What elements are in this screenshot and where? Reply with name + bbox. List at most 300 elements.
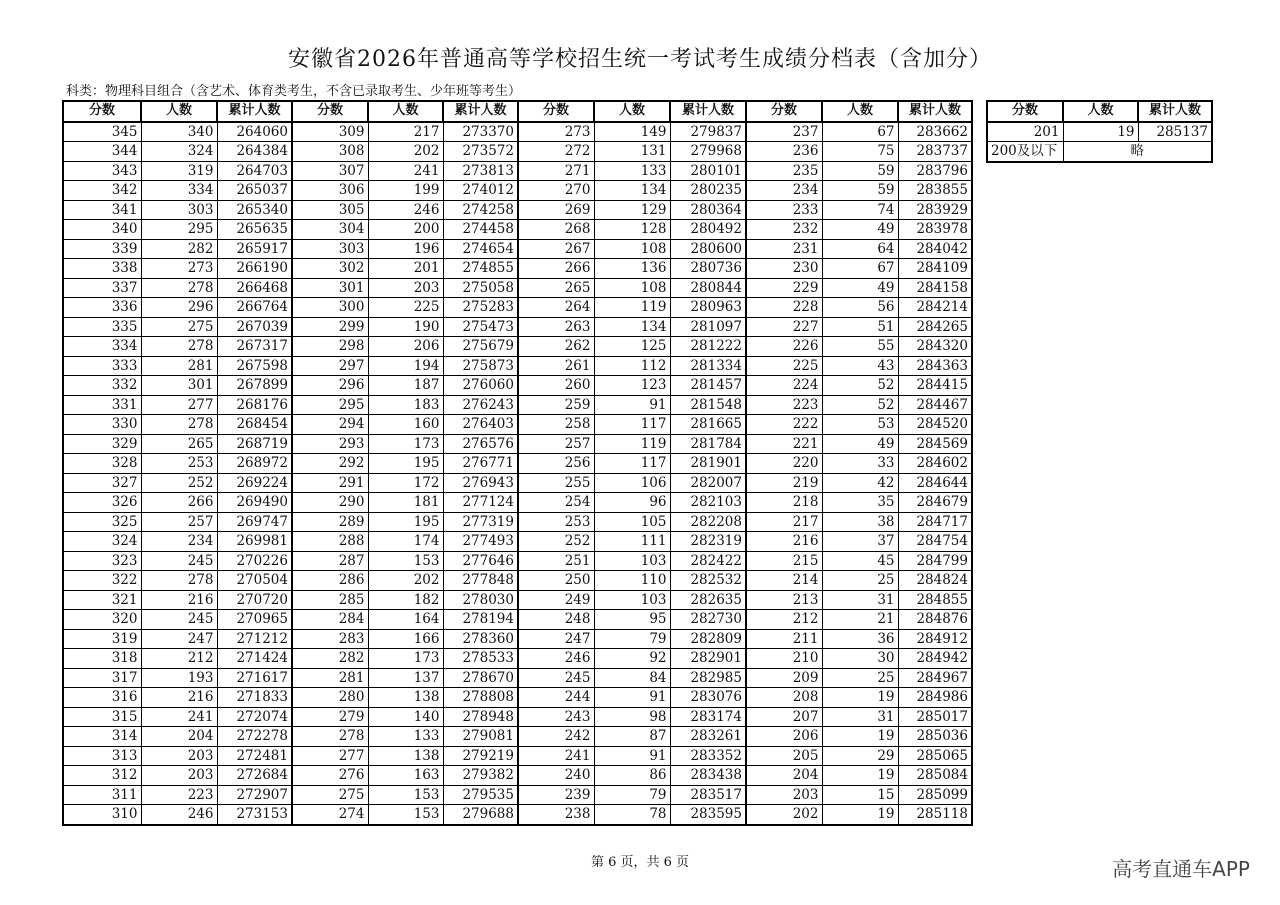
table-row <box>63 629 972 649</box>
score-cell: 255 <box>518 473 594 493</box>
cumulative-cell: 285017 <box>898 707 972 727</box>
count-cell: 103 <box>594 551 670 571</box>
score-cell: 216 <box>746 532 822 552</box>
score-cell: 308 <box>292 142 368 162</box>
score-cell: 248 <box>518 610 594 630</box>
cumulative-cell: 274258 <box>443 200 518 220</box>
score-cell: 338 <box>63 259 141 279</box>
count-cell: 340 <box>141 122 217 142</box>
score-cell: 316 <box>63 688 141 708</box>
score-cell: 237 <box>746 122 822 142</box>
score-cell: 240 <box>518 766 594 786</box>
column-header: 累计人数 <box>217 101 292 122</box>
score-cell: 301 <box>292 278 368 298</box>
count-cell: 38 <box>822 512 898 532</box>
cumulative-cell: 283352 <box>670 746 746 766</box>
score-cell: 233 <box>746 200 822 220</box>
score-cell: 313 <box>63 746 141 766</box>
cumulative-cell: 274855 <box>443 259 518 279</box>
cumulative-cell: 277319 <box>443 512 518 532</box>
score-cell: 292 <box>292 454 368 474</box>
cumulative-cell: 267598 <box>217 356 292 376</box>
cumulative-cell: 268719 <box>217 434 292 454</box>
score-cell: 327 <box>63 473 141 493</box>
cumulative-cell: 272907 <box>217 785 292 805</box>
count-cell: 193 <box>141 668 217 688</box>
score-cell: 260 <box>518 376 594 396</box>
score-cell: 241 <box>518 746 594 766</box>
count-cell: 103 <box>594 590 670 610</box>
cumulative-cell: 271424 <box>217 649 292 669</box>
table-row <box>63 239 972 259</box>
cumulative-cell: 283261 <box>670 727 746 747</box>
score-cell: 206 <box>746 727 822 747</box>
count-cell: 194 <box>368 356 443 376</box>
column-header: 累计人数 <box>1138 101 1212 122</box>
cumulative-cell: 284824 <box>898 571 972 591</box>
cumulative-cell: 284754 <box>898 532 972 552</box>
score-cell: 304 <box>292 220 368 240</box>
subject-label: 科类：物理科目组合（含艺术、体育类考生，不含已录取考生、少年班等考生） <box>66 84 522 99</box>
cumulative-cell: 285036 <box>898 727 972 747</box>
cumulative-cell: 264060 <box>217 122 292 142</box>
score-cell: 314 <box>63 727 141 747</box>
count-cell: 319 <box>141 161 217 181</box>
cumulative-cell: 285137 <box>1138 122 1212 142</box>
score-cell: 329 <box>63 434 141 454</box>
score-cell: 226 <box>746 337 822 357</box>
score-cell: 342 <box>63 181 141 201</box>
score-cell: 225 <box>746 356 822 376</box>
cumulative-cell: 270226 <box>217 551 292 571</box>
score-cell: 298 <box>292 337 368 357</box>
count-cell: 275 <box>141 317 217 337</box>
count-cell: 174 <box>368 532 443 552</box>
table-row <box>63 493 972 513</box>
score-cell: 267 <box>518 239 594 259</box>
score-cell: 302 <box>292 259 368 279</box>
score-cell: 236 <box>746 142 822 162</box>
count-cell: 91 <box>594 395 670 415</box>
cumulative-cell: 282809 <box>670 629 746 649</box>
table-row <box>63 317 972 337</box>
score-cell: 324 <box>63 532 141 552</box>
score-cell: 273 <box>518 122 594 142</box>
cumulative-cell: 279535 <box>443 785 518 805</box>
cumulative-cell: 282901 <box>670 649 746 669</box>
cumulative-cell: 275473 <box>443 317 518 337</box>
table-row <box>63 473 972 493</box>
cumulative-cell: 264384 <box>217 142 292 162</box>
cumulative-cell: 282319 <box>670 532 746 552</box>
column-header: 人数 <box>822 101 898 122</box>
score-cell: 334 <box>63 337 141 357</box>
score-cell: 331 <box>63 395 141 415</box>
cumulative-cell: 268176 <box>217 395 292 415</box>
cumulative-cell: 275283 <box>443 298 518 318</box>
score-cell: 300 <box>292 298 368 318</box>
score-cell: 285 <box>292 590 368 610</box>
count-cell: 266 <box>141 493 217 513</box>
cumulative-cell: 270965 <box>217 610 292 630</box>
score-cell: 230 <box>746 259 822 279</box>
cumulative-cell: 273813 <box>443 161 518 181</box>
count-cell: 25 <box>822 668 898 688</box>
cumulative-cell: 285099 <box>898 785 972 805</box>
score-cell: 284 <box>292 610 368 630</box>
table-row <box>63 356 972 376</box>
count-cell: 149 <box>594 122 670 142</box>
cumulative-cell: 268454 <box>217 415 292 435</box>
score-cell: 203 <box>746 785 822 805</box>
score-cell: 345 <box>63 122 141 142</box>
count-cell: 37 <box>822 532 898 552</box>
column-header: 分数 <box>63 101 141 122</box>
count-cell: 187 <box>368 376 443 396</box>
count-cell: 95 <box>594 610 670 630</box>
count-cell: 125 <box>594 337 670 357</box>
score-cell: 317 <box>63 668 141 688</box>
score-cell: 238 <box>518 805 594 825</box>
score-cell: 286 <box>292 571 368 591</box>
cumulative-cell: 278360 <box>443 629 518 649</box>
cumulative-cell: 278948 <box>443 707 518 727</box>
count-cell: 45 <box>822 551 898 571</box>
cumulative-cell: 284912 <box>898 629 972 649</box>
cumulative-cell: 266468 <box>217 278 292 298</box>
cumulative-cell: 284876 <box>898 610 972 630</box>
score-cell: 271 <box>518 161 594 181</box>
count-cell: 202 <box>368 142 443 162</box>
count-cell: 223 <box>141 785 217 805</box>
column-header: 累计人数 <box>898 101 972 122</box>
count-cell: 138 <box>368 688 443 708</box>
cumulative-cell: 278030 <box>443 590 518 610</box>
score-cell: 274 <box>292 805 368 825</box>
cumulative-cell: 284214 <box>898 298 972 318</box>
count-cell: 216 <box>141 688 217 708</box>
table-row <box>987 122 1212 142</box>
score-cell: 297 <box>292 356 368 376</box>
score-cell: 247 <box>518 629 594 649</box>
count-cell: 212 <box>141 649 217 669</box>
count-cell: 67 <box>822 122 898 142</box>
table-row <box>63 298 972 318</box>
count-cell: 136 <box>594 259 670 279</box>
cumulative-cell: 268972 <box>217 454 292 474</box>
column-header: 人数 <box>594 101 670 122</box>
score-cell: 335 <box>63 317 141 337</box>
count-cell: 241 <box>368 161 443 181</box>
count-cell: 79 <box>594 629 670 649</box>
score-cell: 209 <box>746 668 822 688</box>
count-cell: 91 <box>594 688 670 708</box>
score-cell: 299 <box>292 317 368 337</box>
score-cell: 214 <box>746 571 822 591</box>
count-cell: 153 <box>368 805 443 825</box>
count-cell: 278 <box>141 337 217 357</box>
count-cell: 21 <box>822 610 898 630</box>
score-cell: 252 <box>518 532 594 552</box>
cumulative-cell: 274654 <box>443 239 518 259</box>
count-cell: 281 <box>141 356 217 376</box>
cumulative-cell: 285065 <box>898 746 972 766</box>
count-cell: 303 <box>141 200 217 220</box>
cumulative-cell: 284265 <box>898 317 972 337</box>
score-cell: 202 <box>746 805 822 825</box>
count-cell: 43 <box>822 356 898 376</box>
score-cell: 328 <box>63 454 141 474</box>
score-cell: 201 <box>987 122 1063 142</box>
cumulative-cell: 282007 <box>670 473 746 493</box>
score-cell: 269 <box>518 200 594 220</box>
cumulative-cell: 265340 <box>217 200 292 220</box>
score-cell: 295 <box>292 395 368 415</box>
count-cell: 84 <box>594 668 670 688</box>
count-cell: 129 <box>594 200 670 220</box>
score-cell: 305 <box>292 200 368 220</box>
score-cell: 279 <box>292 707 368 727</box>
cumulative-cell: 267899 <box>217 376 292 396</box>
count-cell: 52 <box>822 395 898 415</box>
cumulative-cell: 279219 <box>443 746 518 766</box>
count-cell: 19 <box>822 805 898 825</box>
score-cell: 254 <box>518 493 594 513</box>
cumulative-cell: 284602 <box>898 454 972 474</box>
score-cell: 246 <box>518 649 594 669</box>
score-cell: 224 <box>746 376 822 396</box>
count-cell: 166 <box>368 629 443 649</box>
score-cell: 239 <box>518 785 594 805</box>
count-cell: 49 <box>822 434 898 454</box>
score-cell: 296 <box>292 376 368 396</box>
cumulative-cell: 284855 <box>898 590 972 610</box>
score-cell: 249 <box>518 590 594 610</box>
count-cell: 133 <box>594 161 670 181</box>
cumulative-cell: 282103 <box>670 493 746 513</box>
cumulative-cell: 283737 <box>898 142 972 162</box>
cumulative-cell: 284644 <box>898 473 972 493</box>
count-cell: 55 <box>822 337 898 357</box>
score-cell: 258 <box>518 415 594 435</box>
table-row <box>63 278 972 298</box>
count-cell: 31 <box>822 590 898 610</box>
count-cell: 199 <box>368 181 443 201</box>
cumulative-cell: 270504 <box>217 571 292 591</box>
count-cell: 195 <box>368 512 443 532</box>
cumulative-cell: 271833 <box>217 688 292 708</box>
count-cell: 183 <box>368 395 443 415</box>
count-cell: 173 <box>368 649 443 669</box>
score-cell: 227 <box>746 317 822 337</box>
score-cell: 326 <box>63 493 141 513</box>
score-cell: 245 <box>518 668 594 688</box>
score-cell: 210 <box>746 649 822 669</box>
cumulative-cell: 281457 <box>670 376 746 396</box>
score-cell: 250 <box>518 571 594 591</box>
table-row <box>63 376 972 396</box>
table-row <box>63 142 972 162</box>
score-cell: 264 <box>518 298 594 318</box>
count-cell: 91 <box>594 746 670 766</box>
score-cell: 229 <box>746 278 822 298</box>
score-cell: 251 <box>518 551 594 571</box>
count-cell: 296 <box>141 298 217 318</box>
score-cell: 253 <box>518 512 594 532</box>
score-cell: 223 <box>746 395 822 415</box>
score-cell: 242 <box>518 727 594 747</box>
table-row <box>63 512 972 532</box>
count-cell: 200 <box>368 220 443 240</box>
cumulative-cell: 285118 <box>898 805 972 825</box>
count-cell: 117 <box>594 415 670 435</box>
count-cell: 334 <box>141 181 217 201</box>
score-cell: 266 <box>518 259 594 279</box>
cumulative-cell: 277493 <box>443 532 518 552</box>
count-cell: 204 <box>141 727 217 747</box>
score-cell: 208 <box>746 688 822 708</box>
count-cell: 133 <box>368 727 443 747</box>
table-row <box>63 181 972 201</box>
score-cell: 280 <box>292 688 368 708</box>
count-cell: 123 <box>594 376 670 396</box>
column-header: 人数 <box>1063 101 1138 122</box>
count-cell: 98 <box>594 707 670 727</box>
cumulative-cell: 276403 <box>443 415 518 435</box>
count-cell: 278 <box>141 571 217 591</box>
cumulative-cell: 284320 <box>898 337 972 357</box>
count-cell: 86 <box>594 766 670 786</box>
count-cell: 134 <box>594 181 670 201</box>
cumulative-cell: 281665 <box>670 415 746 435</box>
cumulative-cell: 269981 <box>217 532 292 552</box>
cumulative-cell: 278670 <box>443 668 518 688</box>
cumulative-cell: 280736 <box>670 259 746 279</box>
cumulative-cell: 275679 <box>443 337 518 357</box>
column-header: 分数 <box>987 101 1063 122</box>
score-cell: 330 <box>63 415 141 435</box>
count-cell: 196 <box>368 239 443 259</box>
count-cell: 49 <box>822 278 898 298</box>
score-table-tail <box>986 100 1213 163</box>
count-cell: 31 <box>822 707 898 727</box>
cumulative-cell: 283076 <box>670 688 746 708</box>
cumulative-cell: 269224 <box>217 473 292 493</box>
cumulative-cell: 283438 <box>670 766 746 786</box>
column-header: 累计人数 <box>670 101 746 122</box>
score-cell: 282 <box>292 649 368 669</box>
table-row <box>63 337 972 357</box>
cumulative-cell: 280235 <box>670 181 746 201</box>
cumulative-cell: 275058 <box>443 278 518 298</box>
cumulative-cell: 280101 <box>670 161 746 181</box>
count-cell: 52 <box>822 376 898 396</box>
cumulative-cell: 284569 <box>898 434 972 454</box>
cumulative-cell: 281334 <box>670 356 746 376</box>
count-cell: 190 <box>368 317 443 337</box>
column-header: 分数 <box>292 101 368 122</box>
score-cell: 212 <box>746 610 822 630</box>
cumulative-cell: 272684 <box>217 766 292 786</box>
count-cell: 282 <box>141 239 217 259</box>
score-cell: 278 <box>292 727 368 747</box>
score-cell: 339 <box>63 239 141 259</box>
count-cell: 108 <box>594 278 670 298</box>
score-cell: 315 <box>63 707 141 727</box>
score-cell: 303 <box>292 239 368 259</box>
score-cell: 306 <box>292 181 368 201</box>
count-cell: 64 <box>822 239 898 259</box>
cumulative-cell: 279837 <box>670 122 746 142</box>
cumulative-cell: 281784 <box>670 434 746 454</box>
table-row <box>63 688 972 708</box>
count-cell: 241 <box>141 707 217 727</box>
table-row <box>63 746 972 766</box>
column-header: 人数 <box>368 101 443 122</box>
cumulative-cell: 278808 <box>443 688 518 708</box>
cumulative-cell: 284942 <box>898 649 972 669</box>
cumulative-cell: 265037 <box>217 181 292 201</box>
score-cell: 309 <box>292 122 368 142</box>
score-cell: 325 <box>63 512 141 532</box>
cumulative-cell: 282532 <box>670 571 746 591</box>
count-cell: 112 <box>594 356 670 376</box>
count-cell: 245 <box>141 610 217 630</box>
cumulative-cell: 282635 <box>670 590 746 610</box>
cumulative-cell: 284109 <box>898 259 972 279</box>
table-row <box>63 649 972 669</box>
score-cell: 268 <box>518 220 594 240</box>
cumulative-cell: 265635 <box>217 220 292 240</box>
cumulative-cell: 280844 <box>670 278 746 298</box>
score-cell: 272 <box>518 142 594 162</box>
cumulative-cell: 284158 <box>898 278 972 298</box>
score-cell: 276 <box>292 766 368 786</box>
cumulative-cell: 279382 <box>443 766 518 786</box>
count-cell: 105 <box>594 512 670 532</box>
score-cell: 288 <box>292 532 368 552</box>
table-row <box>63 668 972 688</box>
count-cell: 195 <box>368 454 443 474</box>
score-cell: 263 <box>518 317 594 337</box>
count-cell: 106 <box>594 473 670 493</box>
cumulative-cell: 267317 <box>217 337 292 357</box>
count-cell: 257 <box>141 512 217 532</box>
score-cell: 322 <box>63 571 141 591</box>
score-cell: 243 <box>518 707 594 727</box>
score-cell: 270 <box>518 181 594 201</box>
cumulative-cell: 276576 <box>443 434 518 454</box>
table-row <box>63 766 972 786</box>
score-cell: 257 <box>518 434 594 454</box>
count-cell: 234 <box>141 532 217 552</box>
cumulative-cell: 284467 <box>898 395 972 415</box>
count-cell: 252 <box>141 473 217 493</box>
count-cell: 111 <box>594 532 670 552</box>
cumulative-cell: 284520 <box>898 415 972 435</box>
cumulative-cell: 281901 <box>670 454 746 474</box>
score-cell: 281 <box>292 668 368 688</box>
count-cell: 19 <box>822 727 898 747</box>
score-cell: 332 <box>63 376 141 396</box>
score-cell: 261 <box>518 356 594 376</box>
cumulative-cell: 274012 <box>443 181 518 201</box>
count-cell: 153 <box>368 551 443 571</box>
score-cell: 318 <box>63 649 141 669</box>
score-cell: 337 <box>63 278 141 298</box>
count-cell: 42 <box>822 473 898 493</box>
count-cell: 35 <box>822 493 898 513</box>
